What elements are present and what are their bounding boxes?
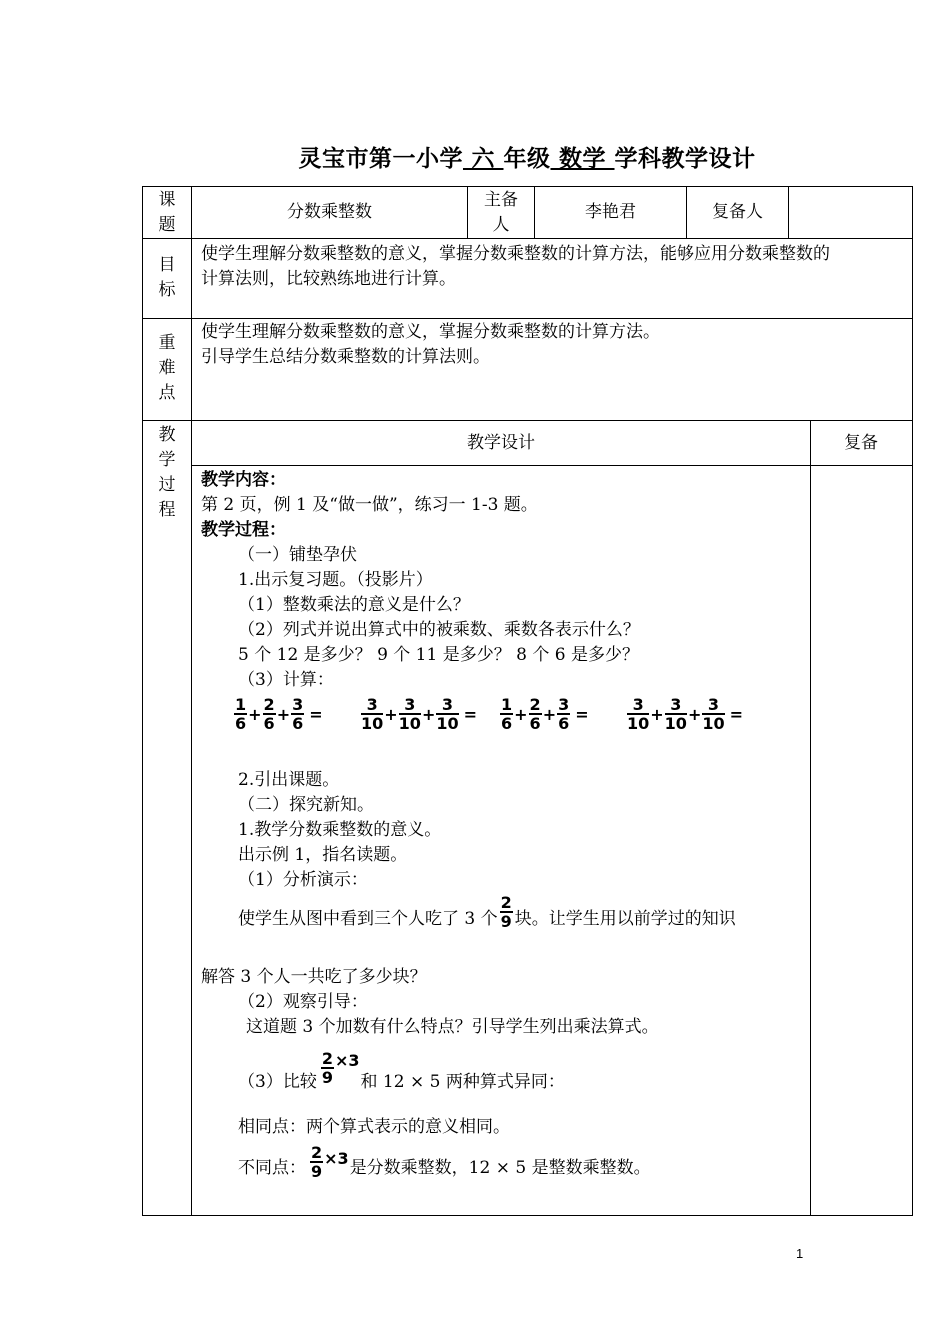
page-title: 灵宝市第一小学 六 年级 数学 学科教学设计 (298, 146, 756, 172)
fraction: $\frac{3}{6}$ (292, 695, 304, 733)
step-text: 块。让学生用以前学过的知识 (514, 909, 736, 929)
plus-sign: + (248, 704, 262, 724)
fraction: $\frac{1}{6}$ (235, 695, 247, 733)
step-text: 不同点： (238, 1158, 306, 1178)
equals-sign: = (575, 704, 589, 724)
fraction: $\frac{2}{6}$ (263, 695, 275, 733)
fraction: $\frac{3}{10}$ (702, 695, 725, 733)
plus-sign: + (384, 704, 398, 724)
fraction: $\frac{2}{9}$ (321, 1048, 333, 1087)
plus-sign: + (276, 704, 291, 724)
compare-line (238, 1040, 565, 1095)
plus-sign: + (421, 704, 436, 724)
similarity-text: 相同点：两个算式表示的意义相同。 (238, 1117, 510, 1137)
fraction: $\frac{2}{6}$ (529, 695, 541, 733)
times-three: ×3 (334, 1051, 360, 1070)
step-text: （3）比较 (238, 1072, 317, 1092)
fraction: $\frac{3}{10}$ (664, 695, 687, 733)
plus-sign: + (687, 704, 702, 724)
step-text: 出示例 1，指名读题。 (238, 845, 408, 865)
example-line (238, 894, 736, 930)
step-text: （3）计算： (238, 670, 334, 690)
equals-sign: = (463, 704, 478, 724)
step-text: （1）整数乘法的意义是什么？ (238, 595, 470, 615)
fraction: $\frac{3}{10}$ (398, 695, 421, 733)
fraction-expression (234, 696, 324, 732)
step-text: 5 个 12 是多少？ 9 个 11 是多少？ 8 个 6 是多少？ (238, 645, 639, 665)
step-text: （2）观察引导： (238, 992, 368, 1012)
plus-sign: + (650, 704, 664, 724)
step-text: 是分数乘整数，12 × 5 是整数乘整数。 (349, 1158, 651, 1178)
key-points-text: 使学生理解分数乘整数的意义，掌握分数乘整数的计算方法。 引导学生总结分数乘整数的计算法则。 (201, 322, 660, 367)
page-number: 1 (796, 1246, 804, 1261)
goal-label: 目 标 (158, 255, 176, 300)
design-header: 教学设计 (467, 433, 535, 453)
process-heading: 教学过程： (201, 520, 286, 540)
fraction-expression (500, 696, 590, 732)
content-heading: 教学内容： (201, 470, 286, 490)
fraction: $\frac{3}{10}$ (627, 695, 650, 733)
process-label: 教 学 过 程 (158, 425, 176, 520)
reviewer-label: 复备人 (712, 202, 763, 222)
step-text: 这道题 3 个加数有什么特点？引导学生列出乘法算式。 (246, 1017, 659, 1037)
fraction: $\frac{2}{9}$ (311, 1142, 323, 1181)
goal-text: 使学生理解分数乘整数的意义，掌握分数乘整数的计算方法，能够应用分数乘整数的 计算法则，比较熟练地进行计算。 (201, 244, 830, 289)
fraction-expression (627, 696, 744, 732)
step-text: 2.引出课题。 (238, 770, 340, 790)
step-text: 和 12 × 5 两种算式异同： (360, 1072, 565, 1092)
lead-label: 主备 人 (484, 190, 518, 235)
topic-value: 分数乘整数 (287, 202, 372, 222)
step-text: 解答 3 个人一共吃了多少块？ (201, 967, 427, 987)
step-text: （1）分析演示： (238, 870, 368, 890)
topic-label: 课 题 (158, 190, 176, 235)
content-text: 第 2 页，例 1 及“做一做”，练习一 1-3 题。 (201, 495, 538, 515)
review-header: 复备 (844, 433, 878, 453)
step-text: （一）铺垫孕伏 (238, 545, 357, 565)
step-text: （二）探究新知。 (238, 795, 374, 815)
step-text: 1.教学分数乘整数的意义。 (238, 820, 442, 840)
difference-line (238, 1142, 651, 1181)
fraction: $\frac{2}{9}$ (500, 893, 512, 931)
fraction: $\frac{3}{10}$ (361, 695, 384, 733)
step-text: 1.出示复习题。（投影片） (238, 570, 433, 590)
plus-sign: + (542, 704, 557, 724)
fraction-expression (361, 696, 478, 732)
step-text: 使学生从图中看到三个人吃了 3 个 (238, 909, 498, 929)
key-points-label: 重 难 点 (158, 333, 176, 403)
fraction: $\frac{1}{6}$ (501, 695, 513, 733)
fraction: $\frac{3}{10}$ (436, 695, 459, 733)
lead-value: 李艳君 (585, 202, 636, 222)
equals-sign: = (729, 704, 744, 724)
times-three: ×3 (324, 1149, 349, 1168)
fraction: $\frac{3}{6}$ (558, 695, 570, 733)
equals-sign: = (309, 704, 323, 724)
step-text: （2）列式并说出算式中的被乘数、乘数各表示什么？ (238, 620, 640, 640)
plus-sign: + (514, 704, 528, 724)
